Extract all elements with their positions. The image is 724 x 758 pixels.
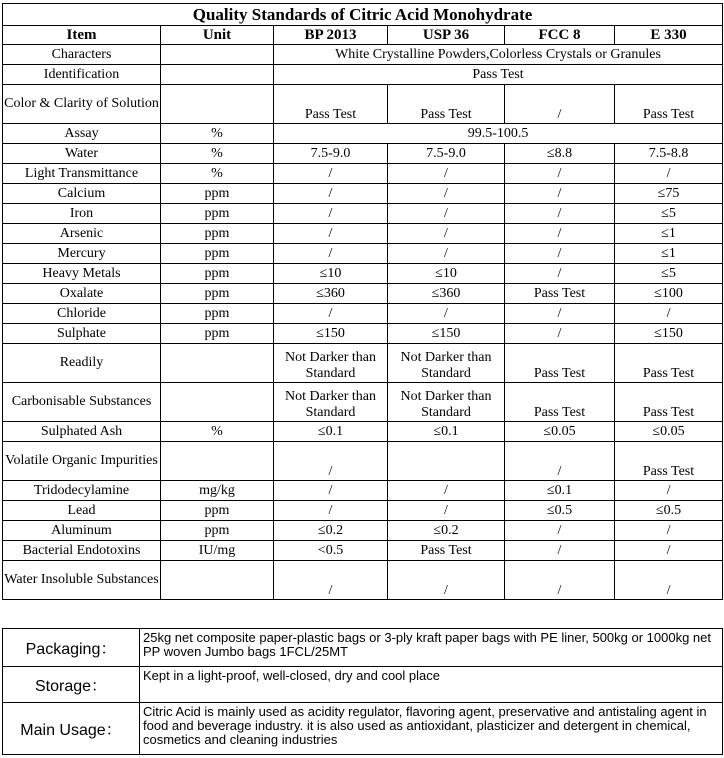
main-usage-text: Citric Acid is mainly used as acidity regulator, flavoring agent, preservative and antistaling agent in food and beverage industry. it is also used as antioxidant, plasticizer and detergent in chemical, cosmetics and cleaning industries [140,703,723,755]
bp2013-cell: / [274,501,388,521]
e330-cell: ≤1 [615,224,723,244]
e330-cell: ≤0.5 [615,501,723,521]
fcc8-cell: / [505,541,615,561]
fcc8-cell: / [505,264,615,284]
table-row [3,561,723,600]
usp36-cell: / [388,244,505,264]
unit-cell: % [161,164,274,184]
bp2013-cell: / [274,304,388,324]
unit-cell [161,442,274,481]
e330-cell: Pass Test [615,344,723,383]
fcc8-cell: ≤0.1 [505,481,615,501]
item-cell: Arsenic [3,224,161,244]
unit-cell [161,65,274,85]
item-cell: Color & Clarity of Solution [3,85,161,124]
usp36-cell: ≤360 [388,284,505,304]
e330-cell: Pass Test [615,85,723,124]
header-usp36: USP 36 [388,26,505,45]
bp2013-cell: Not Darker than Standard [274,344,388,383]
item-cell: Tridodecylamine [3,481,161,501]
bp2013-cell: ≤0.1 [274,422,388,442]
usp36-cell: / [388,184,505,204]
table-title: Quality Standards of Citric Acid Monohydrate [3,4,723,26]
e330-cell: / [615,561,723,600]
table-row [3,422,723,442]
table-row [3,144,723,164]
fcc8-cell: / [505,224,615,244]
header-bp2013: BP 2013 [274,26,388,45]
bp2013-cell: Pass Test [274,85,388,124]
table-row [3,85,723,124]
item-cell: Mercury [3,244,161,264]
item-cell: Characters [3,45,161,65]
e330-cell: Pass Test [615,442,723,481]
table-row [3,442,723,481]
unit-cell: IU/mg [161,541,274,561]
bp2013-cell: / [274,204,388,224]
usp36-cell: / [388,501,505,521]
storage-row [3,667,723,703]
item-cell: Iron [3,204,161,224]
e330-cell: ≤75 [615,184,723,204]
bp2013-cell: <0.5 [274,541,388,561]
usp36-cell: / [388,164,505,184]
bp2013-cell: ≤150 [274,324,388,344]
table-row [3,481,723,501]
table-row [3,501,723,521]
table-row [3,184,723,204]
usp36-cell: Not Darker than Standard [388,383,505,422]
item-cell: Heavy Metals [3,264,161,284]
item-cell: Assay [3,124,161,144]
e330-cell: ≤0.05 [615,422,723,442]
item-cell: Light Transmittance [3,164,161,184]
bp2013-cell: / [274,481,388,501]
unit-cell [161,85,274,124]
product-info-table [2,628,723,755]
storage-text: Kept in a light-proof, well-closed, dry and cool place [140,667,723,703]
spec-rows [3,45,723,600]
fcc8-cell: / [505,561,615,600]
unit-cell: % [161,124,274,144]
header-fcc8: FCC 8 [505,26,615,45]
table-row [3,244,723,264]
item-cell: Readily [3,344,161,383]
bp2013-cell: ≤360 [274,284,388,304]
usp36-cell: / [388,204,505,224]
usp36-cell: ≤0.1 [388,422,505,442]
item-cell: Calcium [3,184,161,204]
main-usage-row [3,703,723,755]
packaging-text: 25kg net composite paper-plastic bags or 3-ply kraft paper bags with PE liner, 500kg or 1000kg net PP woven Jumbo bags 1FCL/25MT [140,629,723,667]
unit-cell: mg/kg [161,481,274,501]
e330-cell: ≤150 [615,324,723,344]
e330-cell: Pass Test [615,383,723,422]
e330-cell: ≤1 [615,244,723,264]
item-cell: Water Insoluble Substances [3,561,161,600]
table-row [3,204,723,224]
bp2013-cell: 7.5-9.0 [274,144,388,164]
header-e330: E 330 [615,26,723,45]
table-row [3,324,723,344]
bp2013-cell: ≤10 [274,264,388,284]
item-cell: Volatile Organic Impurities [3,442,161,481]
fcc8-cell: / [505,521,615,541]
fcc8-cell: / [505,304,615,324]
bp2013-cell: / [274,442,388,481]
unit-cell: ppm [161,324,274,344]
fcc8-cell: Pass Test [505,284,615,304]
e330-cell: / [615,541,723,561]
table-row [3,65,723,85]
item-cell: Bacterial Endotoxins [3,541,161,561]
e330-cell: 7.5-8.8 [615,144,723,164]
item-cell: Water [3,144,161,164]
bp2013-cell: / [274,244,388,264]
table-row [3,344,723,383]
fcc8-cell: / [505,244,615,264]
header-item: Item [3,26,161,45]
e330-cell: / [615,521,723,541]
fcc8-cell: / [505,204,615,224]
unit-cell: ppm [161,521,274,541]
table-row [3,164,723,184]
usp36-cell [388,442,505,481]
table-row [3,383,723,422]
unit-cell: ppm [161,264,274,284]
merged-value-cell: White Crystalline Powders,Colorless Crystals or Granules [274,45,723,65]
unit-cell [161,45,274,65]
fcc8-cell: / [505,184,615,204]
table-row [3,45,723,65]
table-row [3,304,723,324]
unit-cell: ppm [161,204,274,224]
usp36-cell: ≤0.2 [388,521,505,541]
bp2013-cell: Not Darker than Standard [274,383,388,422]
main-usage-label: Main Usage： [3,703,140,755]
packaging-row [3,629,723,667]
fcc8-cell: ≤0.5 [505,501,615,521]
bp2013-cell: / [274,164,388,184]
e330-cell: / [615,304,723,324]
bp2013-cell: / [274,561,388,600]
unit-cell: % [161,422,274,442]
unit-cell: ppm [161,304,274,324]
item-cell: Carbonisable Substances [3,383,161,422]
fcc8-cell: Pass Test [505,344,615,383]
table-row [3,224,723,244]
header-unit: Unit [161,26,274,45]
unit-cell: ppm [161,244,274,264]
merged-value-cell: Pass Test [274,65,723,85]
item-cell: Identification [3,65,161,85]
fcc8-cell: / [505,85,615,124]
bp2013-cell: ≤0.2 [274,521,388,541]
unit-cell [161,383,274,422]
table-row [3,124,723,144]
fcc8-cell: / [505,442,615,481]
table-row [3,521,723,541]
usp36-cell: / [388,304,505,324]
unit-cell: ppm [161,184,274,204]
item-cell: Lead [3,501,161,521]
e330-cell: ≤5 [615,264,723,284]
quality-standards-table [2,3,723,600]
e330-cell: / [615,164,723,184]
storage-label: Storage： [3,667,140,703]
usp36-cell: / [388,561,505,600]
fcc8-cell: / [505,164,615,184]
usp36-cell: Pass Test [388,85,505,124]
fcc8-cell: ≤8.8 [505,144,615,164]
unit-cell [161,344,274,383]
fcc8-cell: ≤0.05 [505,422,615,442]
usp36-cell: 7.5-9.0 [388,144,505,164]
unit-cell: % [161,144,274,164]
item-cell: Aluminum [3,521,161,541]
fcc8-cell: / [505,324,615,344]
item-cell: Chloride [3,304,161,324]
e330-cell: ≤5 [615,204,723,224]
table-row [3,264,723,284]
e330-cell: ≤100 [615,284,723,304]
bp2013-cell: / [274,224,388,244]
item-cell: Sulphate [3,324,161,344]
unit-cell [161,561,274,600]
packaging-label: Packaging： [3,629,140,667]
usp36-cell: Pass Test [388,541,505,561]
unit-cell: ppm [161,284,274,304]
unit-cell: ppm [161,224,274,244]
table-row [3,284,723,304]
fcc8-cell: Pass Test [505,383,615,422]
item-cell: Oxalate [3,284,161,304]
merged-value-cell: 99.5-100.5 [274,124,723,144]
e330-cell: / [615,481,723,501]
usp36-cell: ≤150 [388,324,505,344]
usp36-cell: / [388,481,505,501]
unit-cell: ppm [161,501,274,521]
item-cell: Sulphated Ash [3,422,161,442]
usp36-cell: ≤10 [388,264,505,284]
usp36-cell: Not Darker than Standard [388,344,505,383]
table-row [3,541,723,561]
bp2013-cell: / [274,184,388,204]
usp36-cell: / [388,224,505,244]
